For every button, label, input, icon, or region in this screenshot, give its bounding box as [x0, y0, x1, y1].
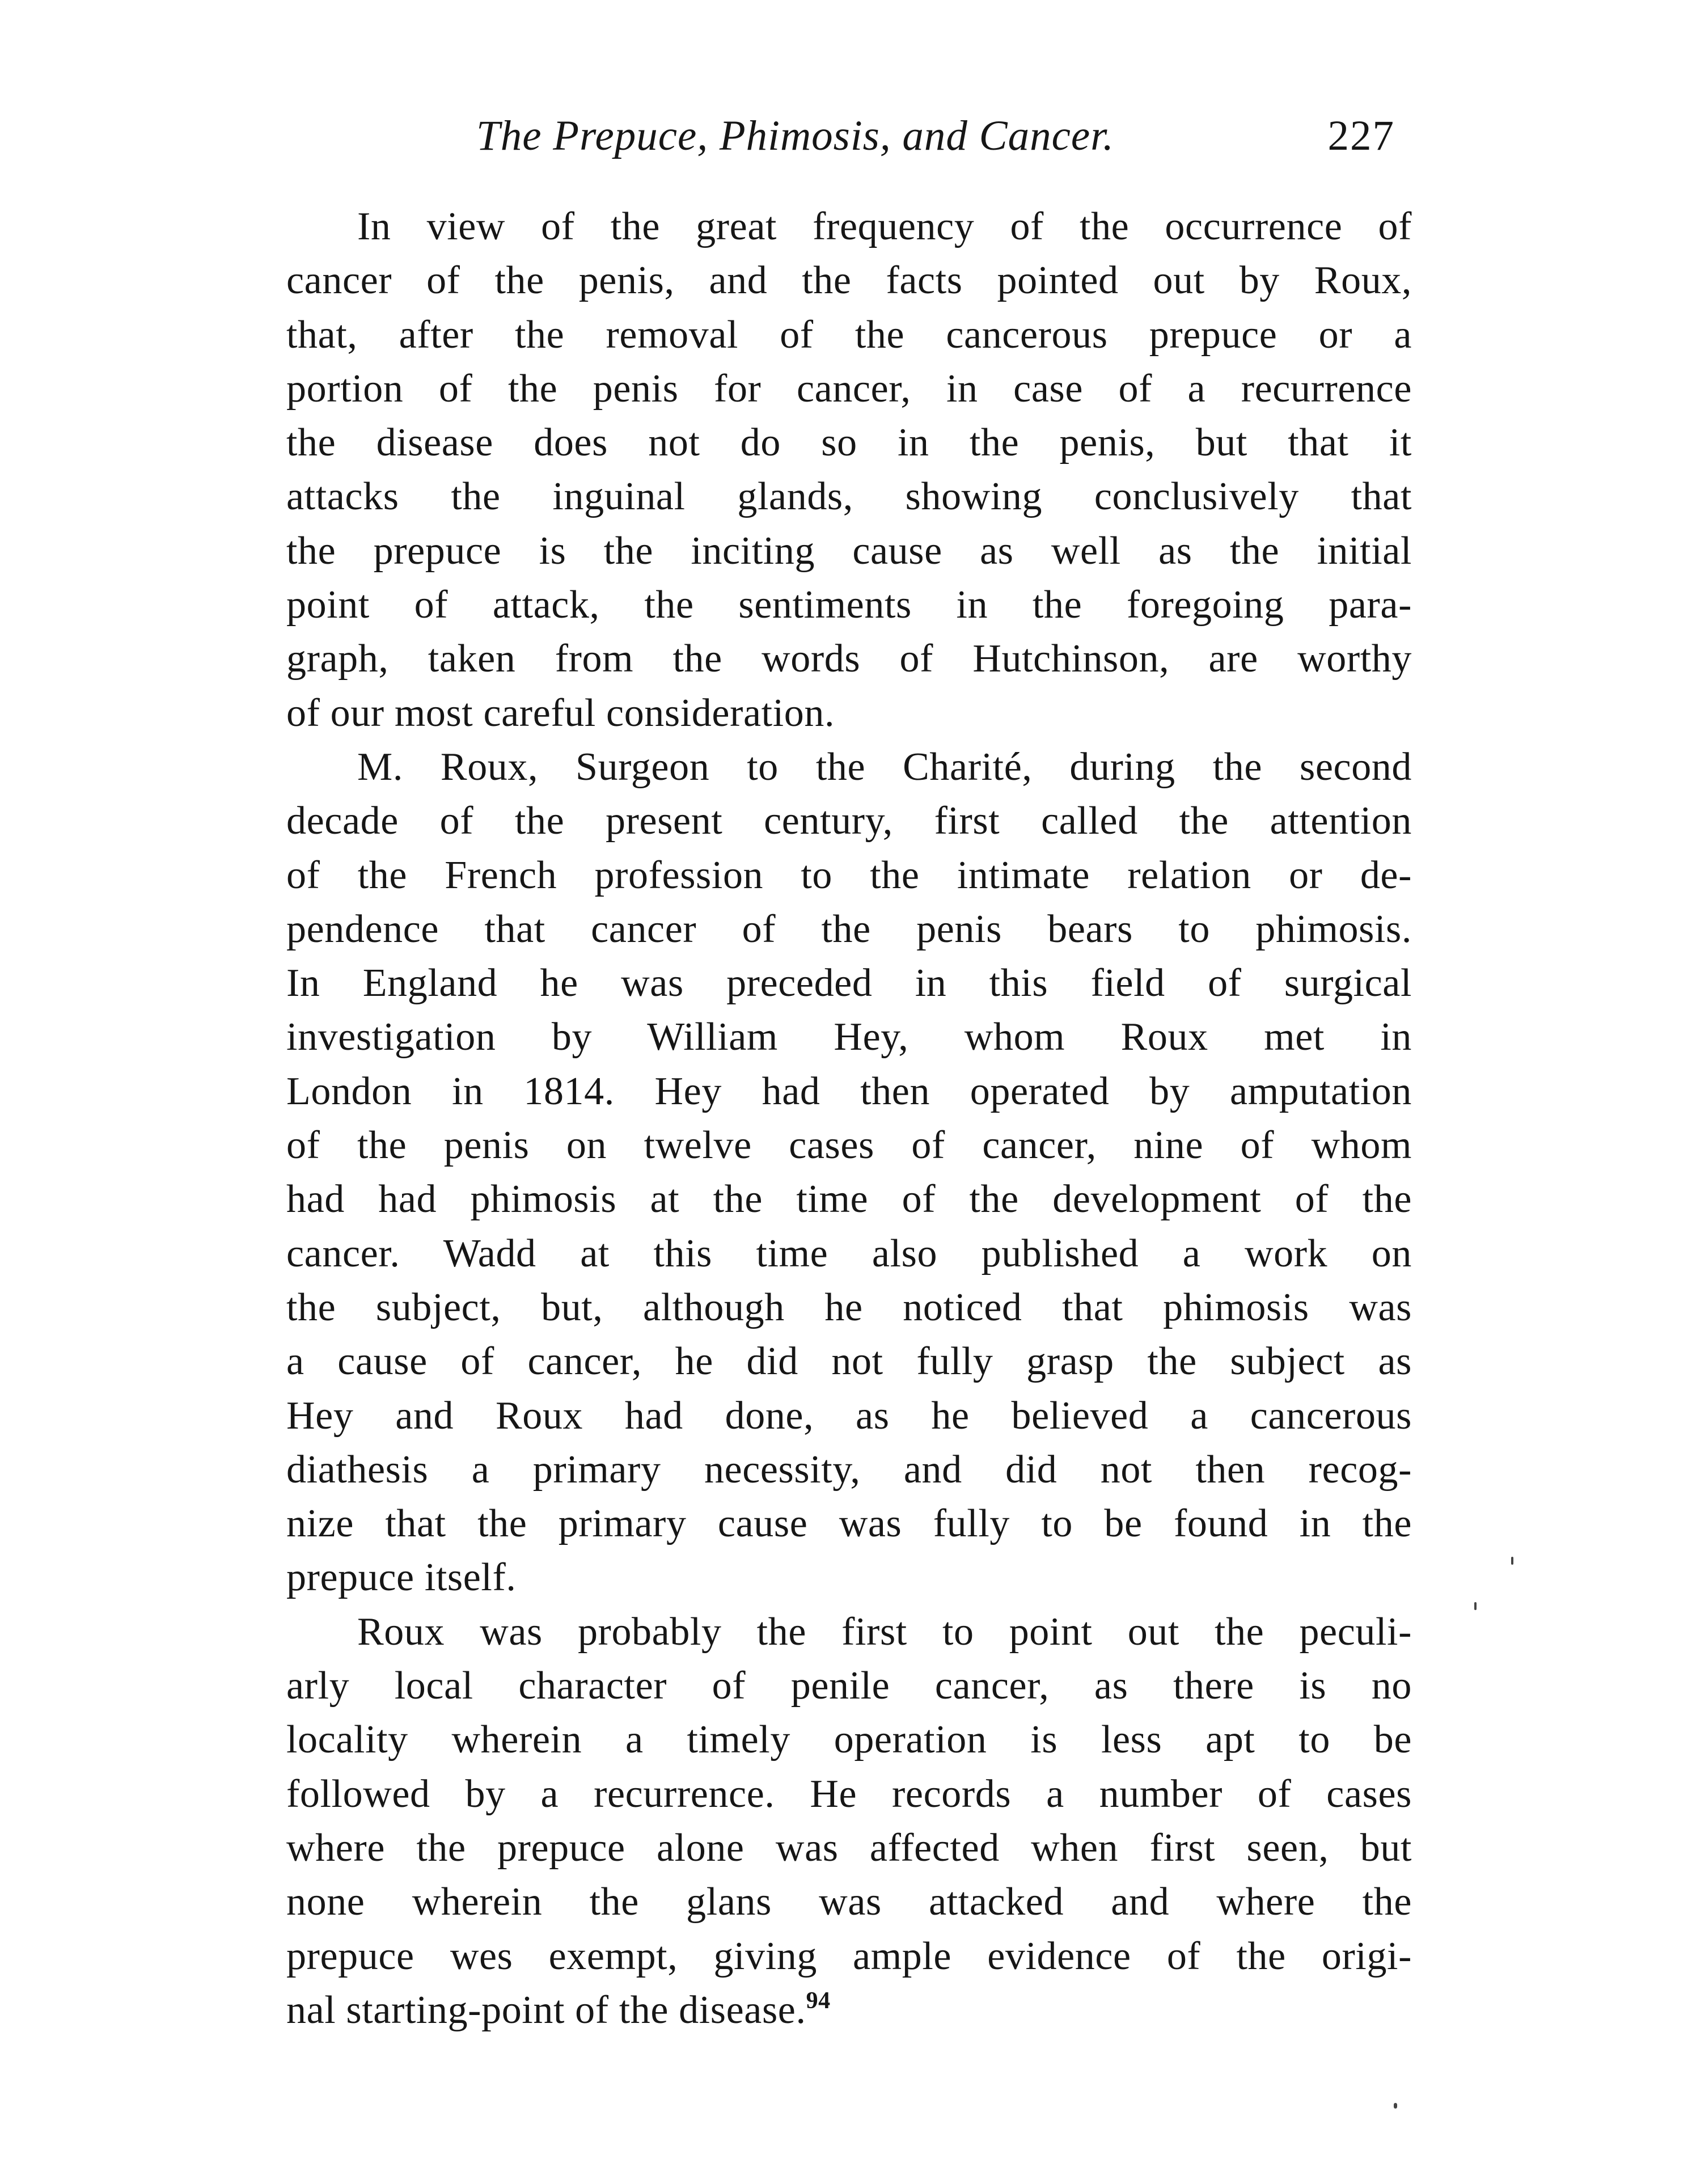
paragraph-3: [286, 1605, 1412, 2037]
text-line: had had phimosis at the time of the development of the: [286, 1177, 1412, 1222]
text-line: Roux was probably the first to point out the peculi-: [357, 1610, 1412, 1654]
text-line: M. Roux, Surgeon to the Charité, during the second: [357, 745, 1412, 789]
page-number: 227: [1327, 112, 1395, 159]
paragraph-2: [286, 740, 1412, 1605]
text-line: London in 1814. Hey had then operated by amputation: [286, 1069, 1412, 1113]
text-line: cancer of the penis, and the facts pointed out by Roux,: [286, 259, 1412, 303]
text-line: the subject, but, although he noticed that phimosis was: [286, 1285, 1412, 1329]
text-line: cancer. Wadd at this time also published a work on: [286, 1231, 1412, 1275]
text-line: In view of the great frequency of the occurrence of: [357, 205, 1412, 248]
text-line: of the penis on twelve cases of cancer, nine of whom: [286, 1123, 1412, 1168]
body-text: [286, 200, 1412, 2037]
text-line: graph, taken from the words of Hutchinson, are worthy: [286, 637, 1412, 681]
print-speck: [1394, 2103, 1397, 2109]
text-line: none wherein the glans was attacked and where the: [286, 1880, 1412, 1924]
text-line: the prepuce is the inciting cause as well as the initial: [286, 529, 1412, 573]
text-line: of our most careful consideration.: [286, 691, 835, 735]
text-line: a cause of cancer, he did not fully grasp the subject as: [286, 1340, 1412, 1384]
running-title: The Prepuce, Phimosis, and Cancer.: [476, 112, 1114, 159]
text-line: that, after the removal of the cancerous prepuce or a: [286, 312, 1412, 357]
text-line: prepuce itself.: [286, 1556, 517, 1600]
text-line: pendence that cancer of the penis bears to phimosis.: [286, 907, 1412, 951]
text-line: of the French profession to the intimate relation or de-: [286, 853, 1412, 897]
text-line: diathesis a primary necessity, and did not then recog-: [286, 1447, 1412, 1492]
text-line: portion of the penis for cancer, in case of a recurrence: [286, 366, 1412, 411]
text-line: investigation by William Hey, whom Roux met in: [286, 1015, 1412, 1059]
text-line: locality wherein a timely operation is less apt to be: [286, 1718, 1412, 1762]
print-speck: [1474, 1602, 1477, 1610]
text-line: prepuce wes exempt, giving ample evidence of the origi-: [286, 1934, 1412, 1978]
running-head: [284, 108, 1406, 164]
text-line: where the prepuce alone was affected when first seen, but: [286, 1826, 1412, 1870]
text-line: point of attack, the sentiments in the foregoing para-: [286, 583, 1412, 627]
paragraph-1: [286, 200, 1412, 740]
text-line: attacks the inguinal glands, showing conclusively that: [286, 475, 1412, 519]
text-line: In England he was preceded in this field of surgical: [286, 961, 1412, 1006]
print-speck: [1511, 1557, 1513, 1565]
text-line-final-text: nal starting-point of the disease.: [286, 1988, 806, 2032]
text-line: Hey and Roux had done, as he believed a cancerous: [286, 1393, 1412, 1438]
text-line: decade of the present century, first called the attention: [286, 799, 1412, 843]
footnote-reference: 94: [806, 1987, 831, 2014]
text-line: followed by a recurrence. He records a number of cases: [286, 1772, 1412, 1816]
text-line: arly local character of penile cancer, as there is no: [286, 1664, 1412, 1708]
text-line: nize that the primary cause was fully to be found in the: [286, 1502, 1412, 1546]
text-line-final: [286, 1983, 1412, 2037]
text-line: the disease does not do so in the penis, but that it: [286, 421, 1412, 465]
